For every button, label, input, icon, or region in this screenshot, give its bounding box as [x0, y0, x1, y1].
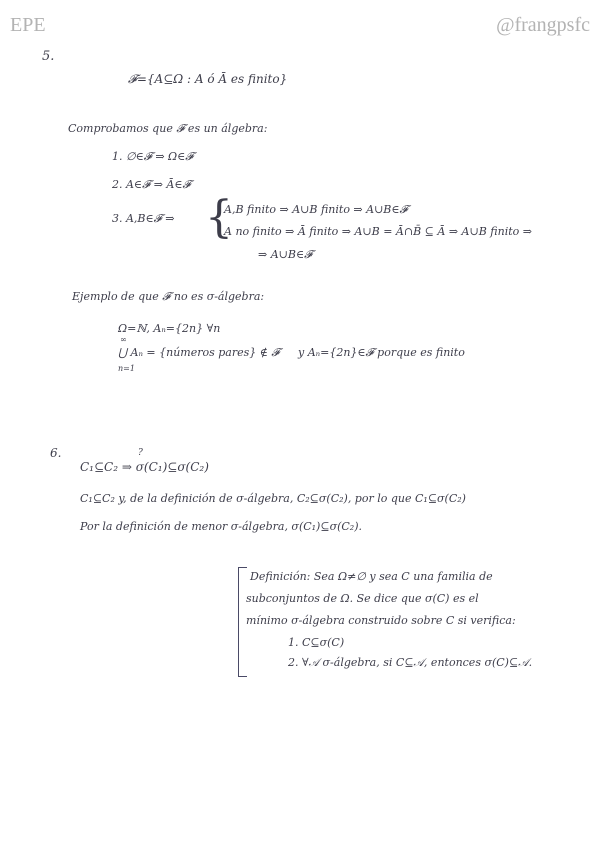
exercise-5-property-2: 2. A∈𝓕 ⇒ Ā∈𝓕 [112, 178, 191, 191]
definition-line-4: 1. C⊆σ(C) [288, 636, 345, 649]
exercise-5-example-union: ⋃ Aₙ = {números pares} ∉ 𝓕 [118, 346, 280, 359]
header-right-watermark: @frangpsfc [496, 14, 590, 36]
exercise-5-number: 5. [42, 49, 55, 64]
header-left-watermark: EPE [10, 14, 46, 36]
definition-line-1: Definición: Sea Ω≠∅ y sea C una familia de [250, 570, 493, 583]
definition-line-5: 2. ∀𝒜 σ-álgebra, si C⊆𝒜, entonces σ(C)⊆𝒜. [288, 656, 533, 669]
exercise-5-definition: 𝓕={A⊆Ω : A ó Ā es finito} [128, 72, 288, 86]
definition-line-2: subconjuntos de Ω. Se dice que σ(C) es el [246, 592, 479, 605]
exercise-5-property-1: 1. ∅∈𝓕 ⇒ Ω∈𝓕 [112, 150, 194, 163]
exercise-5-case-finite: A,B finito ⇒ A∪B finito ⇒ A∪B∈𝓕 [224, 203, 408, 216]
exercise-6-step-2: Por la definición de menor σ-álgebra, σ(C₁)⊆σ(C₂). [80, 520, 362, 533]
exercise-6-number: 6. [50, 446, 62, 460]
exercise-5-example-tail: y Aₙ={2n}∈𝓕 porque es finito [298, 346, 465, 359]
exercise-5-example-setup: Ω=ℕ, Aₙ={2n} ∀n [118, 322, 221, 335]
exercise-5-claim: Comprobamos que 𝓕 es un álgebra: [68, 122, 268, 135]
left-brace: { [205, 192, 233, 243]
exercise-6-statement: C₁⊆C₂ ⇒ σ(C₁)⊆σ(C₂) [80, 460, 209, 474]
union-superscript: ∞ [120, 335, 127, 344]
union-subscript: n=1 [118, 364, 135, 373]
exercise-5-property-3: 3. A,B∈𝓕 ⇒ [112, 212, 175, 225]
definition-line-3: mínimo σ-álgebra construido sobre C si verifica: [246, 614, 516, 627]
exercise-5-case-infinite: A no finito ⇒ Ā finito ⇒ A∪B = Ā∩B̄ ⊆ Ā ⇒ A∪B finito ⇒ [224, 225, 532, 238]
exercise-5-case-conclusion: ⇒ A∪B∈𝓕 [258, 248, 313, 261]
question-mark: ? [138, 448, 143, 458]
exercise-5-example-heading: Ejemplo de que 𝓕 no es σ-álgebra: [72, 290, 265, 303]
exercise-6-step-1: C₁⊆C₂ y, de la definición de σ-álgebra, C₂⊆σ(C₂), por lo que C₁⊆σ(C₂) [80, 492, 466, 505]
